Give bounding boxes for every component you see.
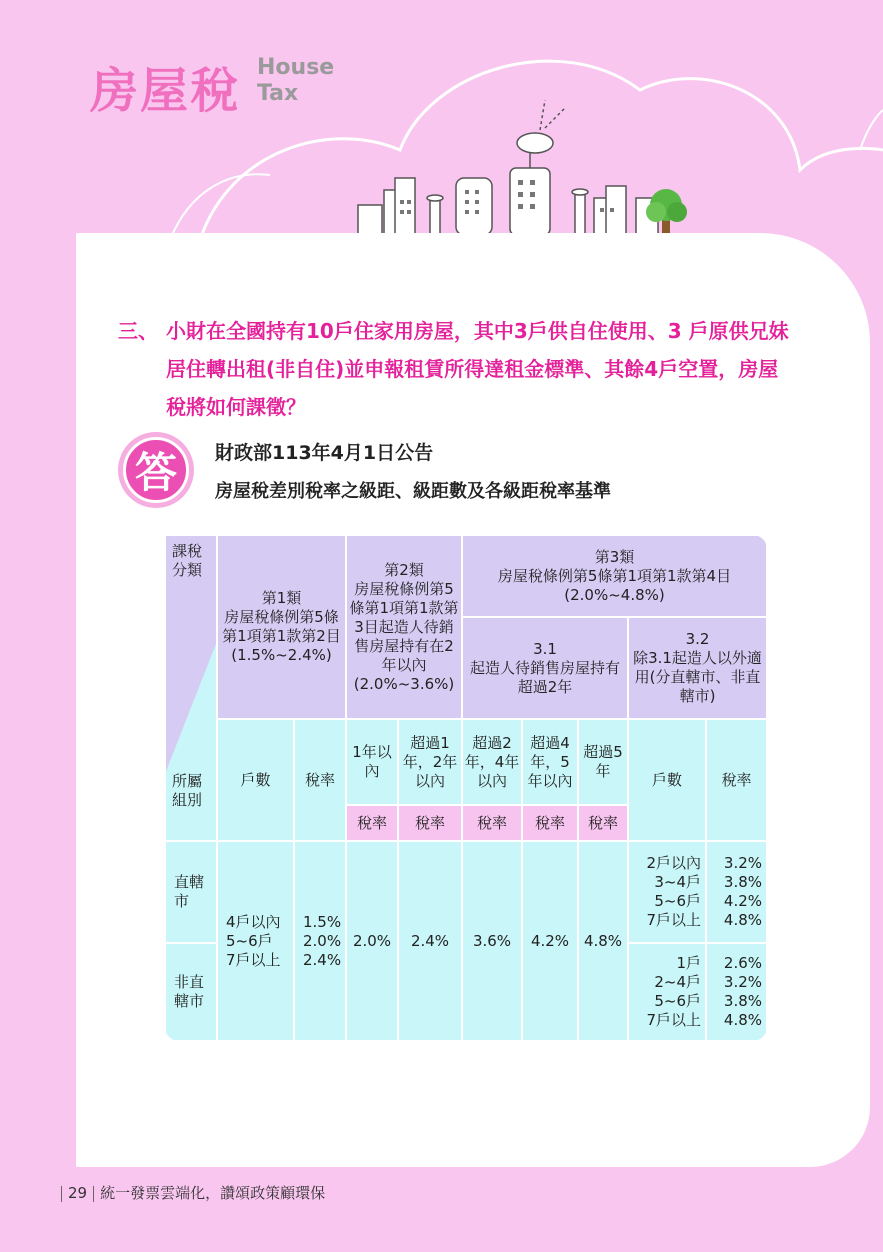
page-header (0, 0, 883, 250)
cat3-2-households-header: 戶數 (628, 719, 706, 841)
city-skyline-illustration (0, 0, 883, 250)
cat1-households-header: 戶數 (217, 719, 294, 841)
row-municipal-label: 直轄市 (165, 841, 217, 943)
cat3-1-4to5-header: 超過4年，5年以內 (522, 719, 578, 805)
cat1-households: 4戶以內 5~6戶 7戶以上 (217, 841, 294, 1041)
rate-label-cat2-b: 稅率 (398, 805, 462, 841)
rate-label-cat3-c: 稅率 (578, 805, 628, 841)
cat3-2-rate-header: 稅率 (706, 719, 767, 841)
question-block (118, 312, 798, 426)
footer-divider-right (93, 1186, 94, 1202)
rate-label-cat2-a: 稅率 (346, 805, 398, 841)
announcement-subtitle: 房屋稅差別稅率之級距、級距數及各級距稅率基準 (215, 481, 611, 502)
cat3-1-2to4-header: 超過2年，4年以內 (462, 719, 522, 805)
cat3-1-rate-2to4: 3.6% (462, 841, 522, 1041)
cat2-within1-header: 1年以內 (346, 719, 398, 805)
title-en-line-1: House (257, 55, 335, 80)
footer-slogan: 統一發票雲端化，讚頌政策顧環保 (100, 1184, 326, 1202)
cat2-header: 第2類 房屋稅條例第5條第1項第1款第3目起造人待銷售房屋持有在2年以內 (2.0%~3.6%) (346, 535, 462, 719)
page-title: 房屋稅 (90, 63, 241, 119)
answer-badge (118, 432, 194, 508)
corner-label-group (172, 772, 212, 810)
cat3-header: 第3類 房屋稅條例第5條第1項第1款第4目 (2.0%~4.8%) (462, 535, 767, 617)
footer-divider-left (61, 1186, 62, 1202)
cat3-1-over5-header: 超過5年 (578, 719, 628, 805)
corner-bottom-text: 所屬組別 (172, 772, 203, 809)
cat2-rate-within1: 2.0% (346, 841, 398, 1041)
tax-rate-table (164, 534, 768, 1042)
page-number: 29 (68, 1184, 88, 1202)
title-en-line-2: Tax (257, 81, 299, 106)
cat2-rate-1to2: 2.4% (398, 841, 462, 1041)
question-text: 小財在全國持有10戶住家用房屋，其中3戶供自住使用、3 戶原供兄妹居住轉出租(非自住)並申報租賃所得達租金標準、其餘4戶空置，房屋稅將如何課徵？ (166, 319, 789, 419)
page-title-english (257, 55, 334, 107)
municipal-households: 2戶以內 3~4戶 5~6戶 7戶以上 (628, 841, 706, 943)
nonmunicipal-rates: 2.6% 3.2% 3.8% 4.8% (706, 943, 767, 1041)
cat3-1-rate-4to5: 4.2% (522, 841, 578, 1041)
question-number: 三、 (118, 319, 158, 343)
answer-badge-label: 答 (123, 437, 189, 503)
announcement-title: 財政部113年4月1日公告 (215, 442, 434, 464)
nonmunicipal-households: 1戶 2~4戶 5~6戶 7戶以上 (628, 943, 706, 1041)
row-nonmunicipal-label: 非直轄市 (165, 943, 217, 1041)
rate-label-cat3-b: 稅率 (522, 805, 578, 841)
cat2-1to2-header: 超過1年，2年以內 (398, 719, 462, 805)
corner-top-text: 課稅分類 (172, 542, 203, 579)
municipal-rates: 3.2% 3.8% 4.2% 4.8% (706, 841, 767, 943)
cat3-1-rate-over5: 4.8% (578, 841, 628, 1041)
cat1-rate-header: 稅率 (294, 719, 346, 841)
cat1-header: 第1類 房屋稅條例第5條第1項第1款第2目 (1.5%~2.4%) (217, 535, 346, 719)
corner-label-category (172, 542, 212, 580)
rate-label-cat3-a: 稅率 (462, 805, 522, 841)
cat3-1-header: 3.1 起造人待銷售房屋持有超過2年 (462, 617, 628, 719)
table-corner-cell (165, 535, 217, 841)
cat1-rates: 1.5% 2.0% 2.4% (294, 841, 346, 1041)
page-footer (55, 1182, 325, 1203)
cat3-2-header: 3.2 除3.1起造人以外適用(分直轄市、非直轄市) (628, 617, 767, 719)
tax-rate-table-wrapper (164, 534, 766, 1042)
